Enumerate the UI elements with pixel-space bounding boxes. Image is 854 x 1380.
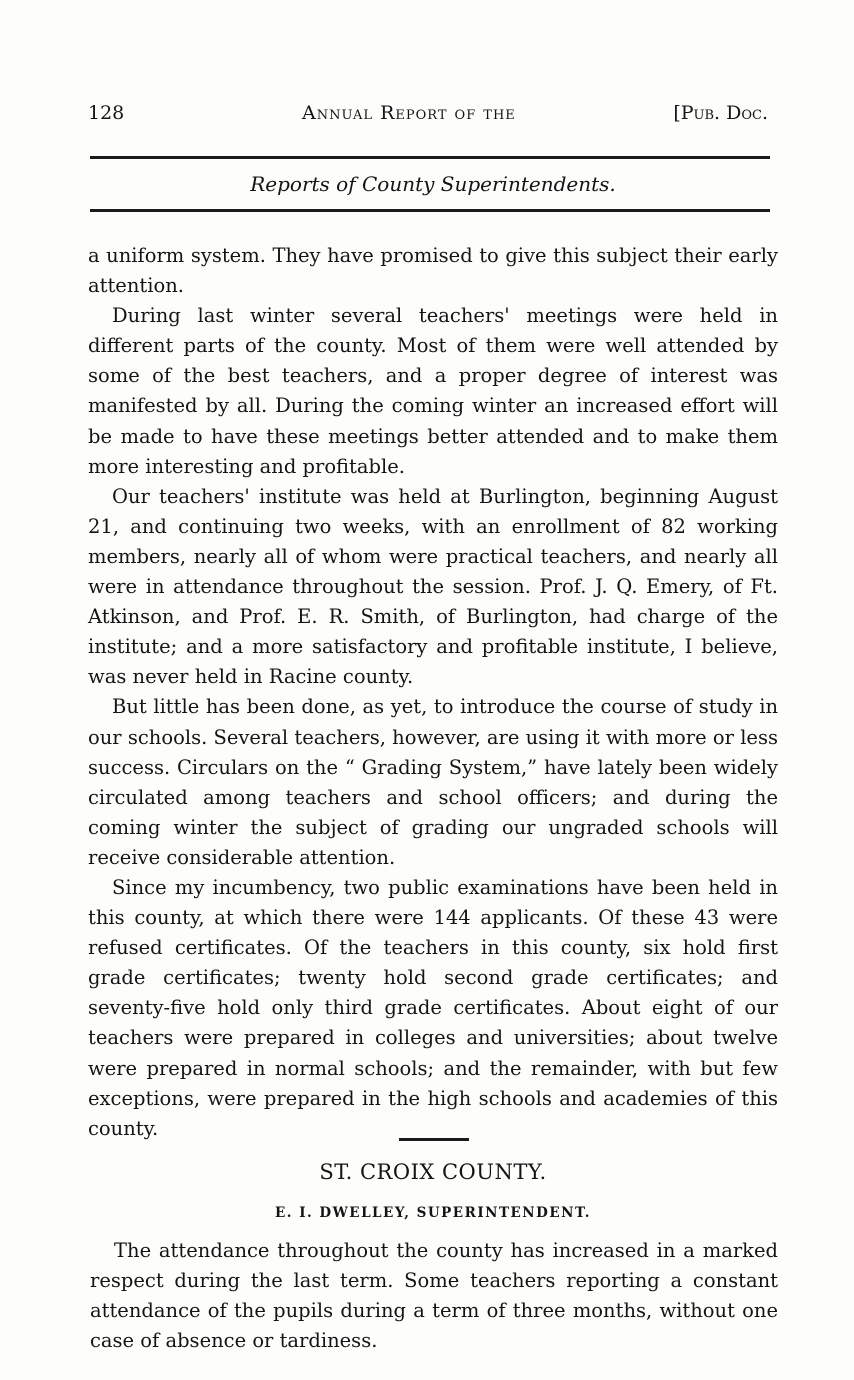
running-head: Annual Report of the bbox=[302, 102, 516, 124]
page-number: 128 bbox=[88, 102, 125, 124]
paragraph: a uniform system. They have promised to give this subject their early attention. bbox=[88, 244, 778, 298]
body-text bbox=[88, 241, 778, 1144]
document-reference: [Pub. Doc. bbox=[673, 102, 768, 124]
section-heading: Reports of County Superintendents. bbox=[250, 172, 616, 196]
paragraph: The attendance throughout the county has increased in a marked respect during the last term. Some teachers reporting a constant attendance of the pupils during a term of three months, without one case of absence or tardiness. bbox=[90, 1239, 778, 1353]
paragraph: During last winter several teachers' meetings were held in different parts of the county. Most of them were well attended by some of the best teachers, and a proper degree of interest was manifested by all. During the coming winter an increased effort will be made to have these meetings better attended and to make them more interesting and profitable. bbox=[88, 304, 778, 478]
page-header bbox=[88, 102, 778, 132]
header-rule-bottom bbox=[90, 209, 770, 212]
section-divider bbox=[399, 1138, 469, 1141]
superintendent-line: E. I. DWELLEY, SUPERINTENDENT. bbox=[275, 1205, 591, 1221]
paragraph: Since my incumbency, two public examinations have been held in this county, at which there were 144 applicants. Of these 43 were refused certificates. Of the teachers in this county, six hold first grade certificates; twenty hold second grade certificates; and seventy-five hold only third grade certificates. About eight of our teachers were prepared in colleges and universities; about twelve were prepared in normal schools; and the remainder, with but few exceptions, were prepared in the high schools and academies of this county. bbox=[88, 875, 778, 1140]
county-title: ST. CROIX COUNTY. bbox=[319, 1160, 547, 1184]
header-rule-top bbox=[90, 156, 770, 159]
paragraph: Our teachers' institute was held at Burlington, beginning August 21, and continuing two weeks, with an enrollment of 82 working members, nearly all of whom were practical teachers, and nearly all were in attendance throughout the session. Prof. J. Q. Emery, of Ft. Atkinson, and Prof. E. R. Smith, of Burlington, had charge of the institute; and a more satisfactory and profitable institute, I believe, was never held in Racine county. bbox=[88, 484, 778, 689]
county-body-text bbox=[90, 1236, 778, 1356]
paragraph: But little has been done, as yet, to introduce the course of study in our schools. Several teachers, however, are using it with more or less success. Circulars on the “ Grading System,” have lately been widely circulated among teachers and school officers; and during the coming winter the subject of grading our ungraded schools will receive considerable attention. bbox=[88, 695, 778, 869]
